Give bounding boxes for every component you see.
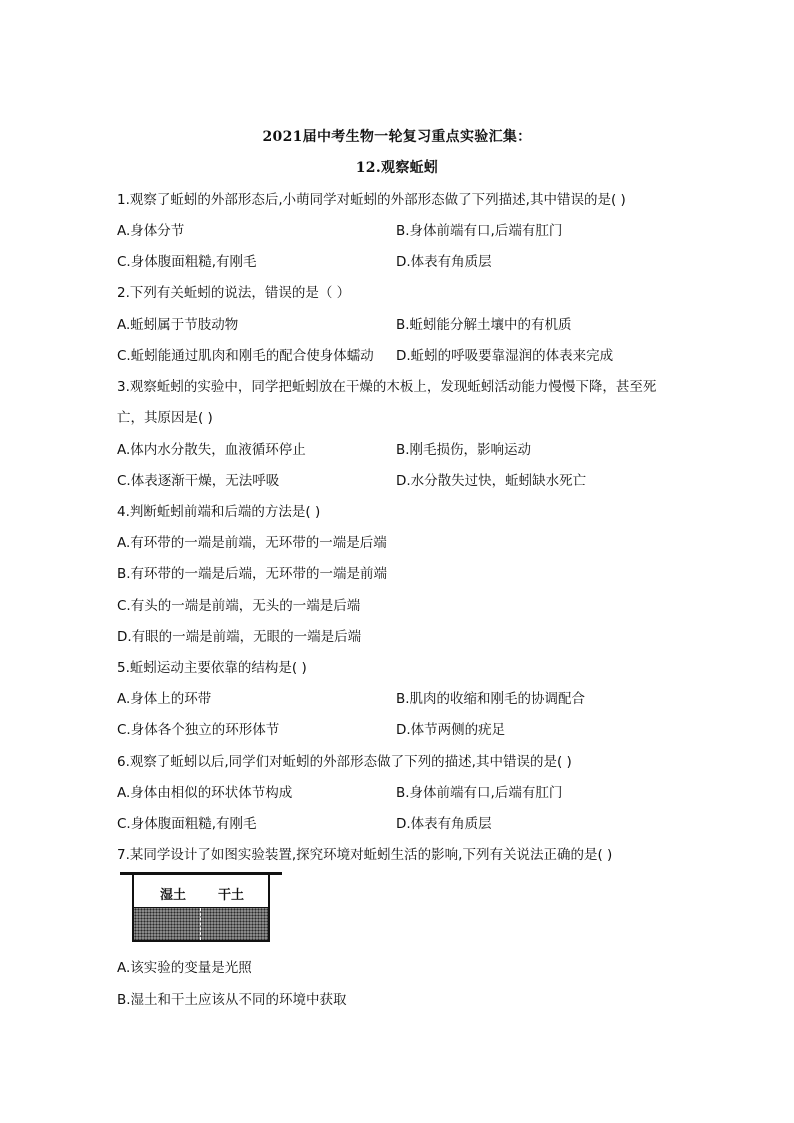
question-1-option-a: A.身体分节 — [117, 223, 185, 239]
question-3-option-c: C.体表逐渐干燥，无法呼吸 — [117, 473, 280, 489]
question-5-option-d: D.体节两侧的疣足 — [396, 722, 506, 738]
question-6-stem: 6.观察了蚯蚓以后,同学们对蚯蚓的外部形态做了下列的描述,其中错误的是( ) — [117, 754, 572, 770]
soil-divider — [200, 908, 202, 940]
question-2-option-a: A.蚯蚓属于节肢动物 — [117, 317, 239, 333]
question-6-option-d: D.体表有角质层 — [396, 816, 492, 832]
question-1-option-c: C.身体腹面粗糙,有刚毛 — [117, 254, 257, 270]
question-7-option-a: A.该实验的变量是光照 — [117, 960, 252, 976]
document-title: 2021届中考生物一轮复习重点实验汇集： — [262, 129, 532, 145]
question-5-stem: 5.蚯蚓运动主要依靠的结构是( ) — [117, 660, 307, 676]
apparatus-bottom — [132, 940, 270, 942]
question-6-option-a: A.身体由相似的环状体节构成 — [117, 785, 293, 801]
wet-soil-label: 湿土 — [160, 888, 187, 903]
question-7-stem: 7.某同学设计了如图实验装置,探究环境对蚯蚓生活的影响,下列有关说法正确的是( ) — [117, 847, 613, 863]
question-6-option-c: C.身体腹面粗糙,有刚毛 — [117, 816, 257, 832]
question-2-option-b: B.蚯蚓能分解土壤中的有机质 — [396, 317, 572, 333]
question-4-option-b: B.有环带的一端是后端，无环带的一端是前端 — [117, 566, 388, 582]
question-2-stem: 2.下列有关蚯蚓的说法，错误的是（ ） — [117, 285, 351, 301]
question-5-option-a: A.身体上的环带 — [117, 691, 212, 707]
question-7-option-b: B.湿土和干土应该从不同的环境中获取 — [117, 992, 347, 1008]
question-1-stem: 1.观察了蚯蚓的外部形态后,小萌同学对蚯蚓的外部形态做了下列描述,其中错误的是( ) — [117, 192, 626, 208]
question-1-option-b: B.身体前端有口,后端有肛门 — [396, 223, 563, 239]
question-3-stem-line-2: 亡，其原因是( ) — [117, 410, 213, 426]
question-4-option-d: D.有眼的一端是前端，无眼的一端是后端 — [117, 629, 362, 645]
question-4-stem: 4.判断蚯蚓前端和后端的方法是( ) — [117, 504, 321, 520]
experiment-apparatus-figure — [120, 872, 282, 942]
apparatus-right-wall — [268, 875, 270, 942]
question-3-option-b: B.刚毛损伤，影响运动 — [396, 442, 532, 458]
question-4-option-a: A.有环带的一端是前端，无环带的一端是后端 — [117, 535, 387, 551]
question-3-option-a: A.体内水分散失，血液循环停止 — [117, 442, 306, 458]
question-2-option-d: D.蚯蚓的呼吸要靠湿润的体表来完成 — [396, 348, 614, 364]
question-3-option-d: D.水分散失过快，蚯蚓缺水死亡 — [396, 473, 587, 489]
question-3-stem-line-1: 3.观察蚯蚓的实验中，同学把蚯蚓放在干燥的木板上，发现蚯蚓活动能力慢慢下降，甚至死 — [117, 379, 657, 395]
question-2-option-c: C.蚯蚓能通过肌肉和刚毛的配合使身体蠕动 — [117, 348, 374, 364]
question-6-option-b: B.身体前端有口,后端有肛门 — [396, 785, 563, 801]
document-subtitle: 12.观察蚯蚓 — [355, 160, 439, 176]
question-5-option-c: C.身体各个独立的环形体节 — [117, 722, 280, 738]
question-5-option-b: B.肌肉的收缩和刚毛的协调配合 — [396, 691, 586, 707]
question-4-option-c: C.有头的一端是前端，无头的一端是后端 — [117, 598, 361, 614]
question-1-option-d: D.体表有角质层 — [396, 254, 492, 270]
apparatus-top-edge — [120, 872, 282, 875]
dry-soil-label: 干土 — [218, 888, 245, 903]
